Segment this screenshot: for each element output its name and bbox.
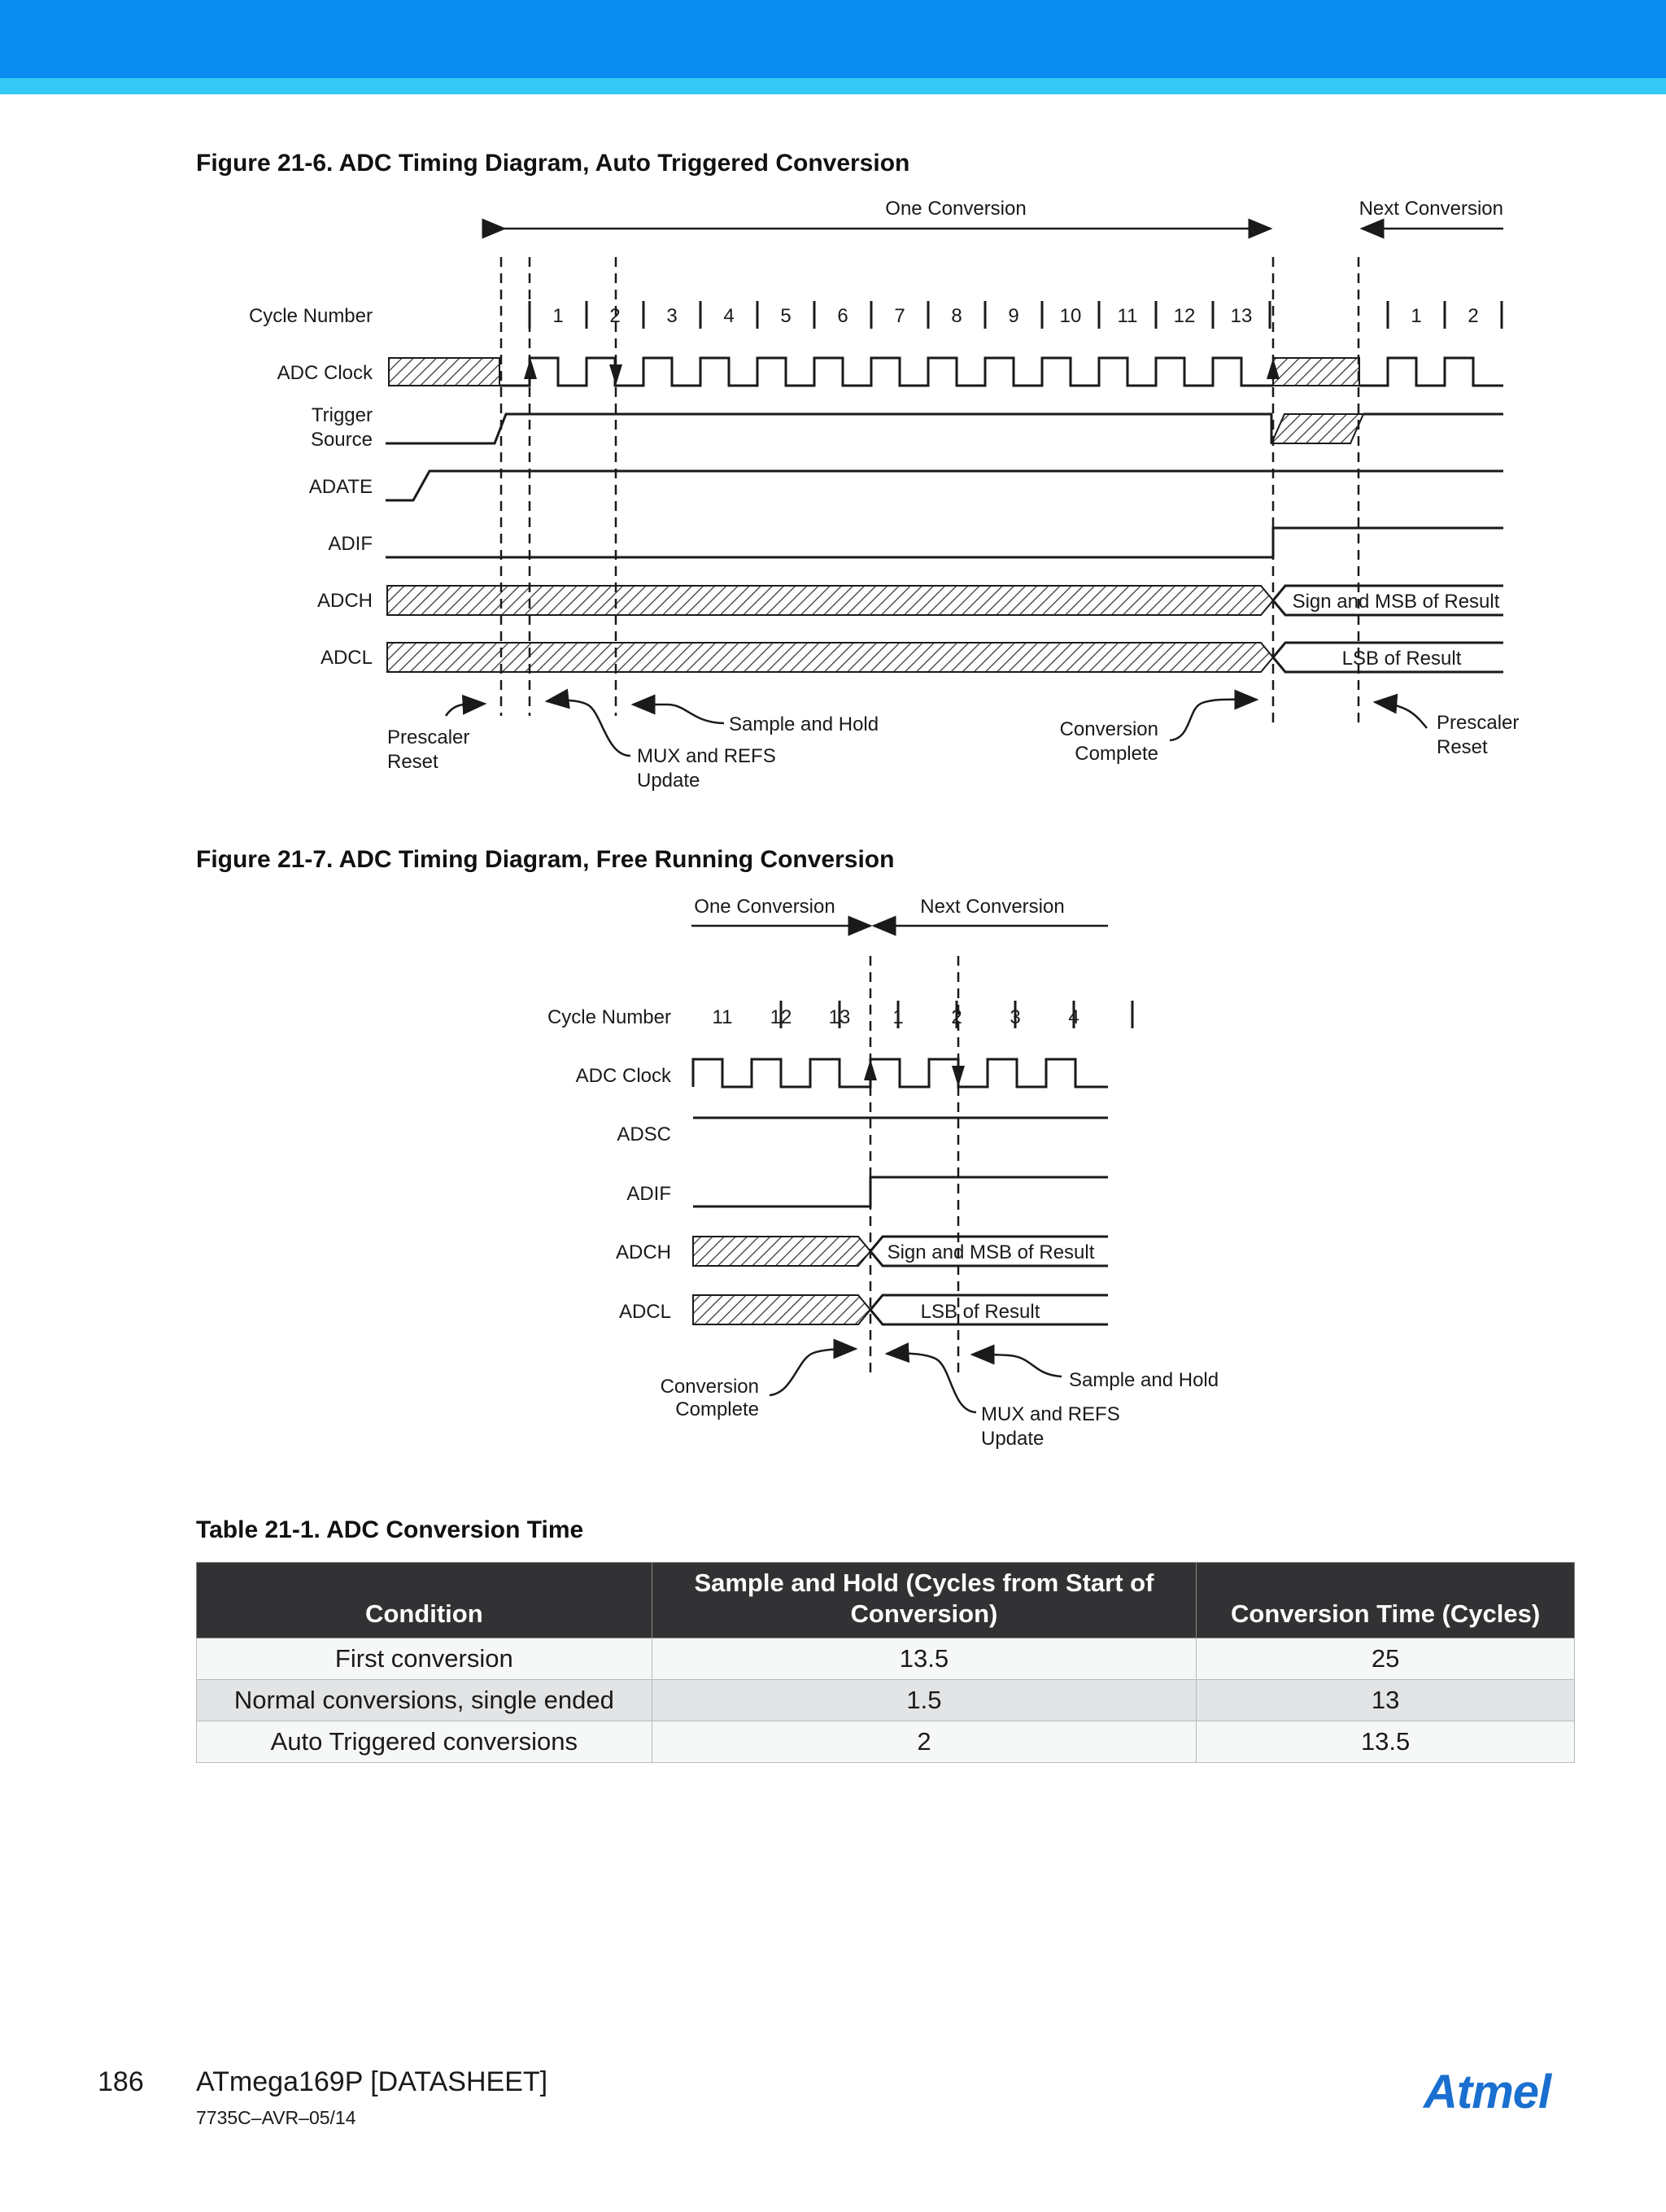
cycle-number: 2 (609, 305, 621, 327)
figure-21-7-diagram (0, 879, 1666, 1464)
cycle-number: 3 (1010, 1006, 1021, 1028)
cycle-number: 12 (770, 1006, 792, 1028)
cell-conversion-time: 13.5 (1197, 1721, 1575, 1763)
cell-sample-hold: 2 (652, 1721, 1197, 1763)
cycle-number: 1 (892, 1006, 904, 1028)
label-adc-clock: ADC Clock (277, 362, 373, 384)
cycle-number: 9 (1008, 305, 1019, 327)
adch-hatched (387, 586, 1273, 615)
table-row (197, 1638, 1575, 1680)
table-21-1-title: Table 21-1. ADC Conversion Time (196, 1516, 584, 1543)
cycle-number: 12 (1173, 305, 1196, 327)
note-prescaler-reset: Prescaler (387, 726, 470, 748)
cell-sample-hold: 13.5 (652, 1638, 1197, 1680)
adch-result-label: Sign and MSB of Result (1292, 591, 1500, 613)
cell-conversion-time: 13 (1197, 1680, 1575, 1721)
adate-wave (386, 471, 1503, 500)
atmel-logo: Atmel (1424, 2066, 1551, 2118)
svg-text:Complete: Complete (1075, 743, 1158, 765)
label-cycle-number-2: Cycle Number (547, 1006, 671, 1028)
label-adc-clock-2: ADC Clock (575, 1065, 671, 1087)
cycle-number: 4 (1068, 1006, 1079, 1028)
adch-result-label-2: Sign and MSB of Result (887, 1241, 1095, 1263)
cell-condition: Auto Triggered conversions (197, 1721, 652, 1763)
cycle-number: 4 (723, 305, 735, 327)
cell-condition: Normal conversions, single ended (197, 1680, 652, 1721)
note-sample-hold: Sample and Hold (729, 713, 879, 735)
adif-wave-2 (693, 1177, 1108, 1206)
label-trigger: Trigger (311, 404, 373, 426)
cycle-number: 2 (951, 1006, 962, 1028)
note-conversion-complete-2: Conversion (660, 1376, 759, 1398)
one-conversion-label: One Conversion (885, 198, 1027, 220)
page-number: 186 (98, 2066, 144, 2097)
cycle-number: 2 (1468, 305, 1479, 327)
cycle-number: 1 (1411, 305, 1422, 327)
header-conversion-time: Conversion Time (Cycles) (1197, 1563, 1575, 1638)
document-code: 7735C–AVR–05/14 (196, 2107, 356, 2128)
conversion-time-table (196, 1562, 1575, 1763)
note-mux-refs-2: MUX and REFS (981, 1403, 1120, 1425)
figure-21-7-title: Figure 21-7. ADC Timing Diagram, Free Running Conversion (196, 846, 895, 873)
cycle-number: 6 (837, 305, 848, 327)
label-source: Source (310, 429, 373, 451)
adcl-result-label-2: LSB of Result (920, 1301, 1040, 1323)
note-conversion-complete: Conversion (1059, 718, 1158, 740)
svg-text:Reset: Reset (387, 751, 438, 773)
cycle-numbers (552, 305, 1478, 327)
svg-text:Reset: Reset (1437, 736, 1488, 758)
cell-condition: First conversion (197, 1638, 652, 1680)
label-adcl-2: ADCL (618, 1301, 671, 1323)
label-adcl: ADCL (320, 647, 373, 669)
cycle-numbers-2 (713, 1006, 1079, 1028)
clock-hatched-mid (1273, 358, 1359, 386)
label-adif: ADIF (328, 533, 373, 555)
next-conversion-label: Next Conversion (1359, 198, 1503, 220)
header-sample-hold: Sample and Hold (Cycles from Start of Conversion) (652, 1563, 1197, 1638)
adif-wave (386, 528, 1503, 557)
adc-clock-next (1359, 358, 1503, 386)
cycle-number: 1 (552, 305, 564, 327)
figure-21-6-title: Figure 21-6. ADC Timing Diagram, Auto Triggered Conversion (196, 150, 910, 177)
table-row (197, 1680, 1575, 1721)
adc-clock-waveform-2 (693, 1059, 1108, 1087)
svg-text:Complete: Complete (675, 1398, 759, 1420)
figure-21-6-diagram (0, 0, 1666, 814)
note-prescaler-reset-right: Prescaler (1437, 712, 1520, 734)
clock-hatched-start (389, 358, 499, 386)
cycle-number: 11 (1117, 305, 1138, 327)
label-adate: ADATE (308, 476, 373, 498)
table-row (197, 1721, 1575, 1763)
adcl-hatched-2 (693, 1295, 870, 1324)
note-mux-refs: MUX and REFS (637, 745, 776, 767)
adch-hatched-2 (693, 1237, 870, 1266)
label-adif-2: ADIF (626, 1183, 671, 1205)
label-adch-2: ADCH (615, 1241, 671, 1263)
cycle-number: 13 (1230, 305, 1253, 327)
svg-text:Update: Update (981, 1428, 1045, 1450)
cycle-number: 10 (1059, 305, 1082, 327)
trigger-source-wave (386, 414, 1271, 443)
cycle-number: 8 (951, 305, 962, 327)
document-title: ATmega169P [DATASHEET] (196, 2066, 548, 2097)
trigger-hatched (1271, 414, 1363, 443)
cycle-number: 3 (666, 305, 678, 327)
adcl-hatched (387, 643, 1273, 672)
cycle-number: 11 (712, 1006, 733, 1028)
next-conversion-label-2: Next Conversion (920, 896, 1065, 918)
note-sample-hold-2: Sample and Hold (1069, 1369, 1219, 1391)
label-cycle-number: Cycle Number (248, 305, 373, 327)
cell-sample-hold: 1.5 (652, 1680, 1197, 1721)
cycle-number: 5 (780, 305, 792, 327)
label-adsc: ADSC (617, 1123, 671, 1145)
label-adch: ADCH (316, 590, 373, 612)
cell-conversion-time: 25 (1197, 1638, 1575, 1680)
cycle-number: 7 (894, 305, 905, 327)
adcl-result-label: LSB of Result (1341, 648, 1462, 670)
svg-text:Update: Update (637, 770, 700, 792)
header-condition: Condition (197, 1563, 652, 1638)
one-conversion-label-2: One Conversion (694, 896, 835, 918)
cycle-number: 13 (828, 1006, 851, 1028)
